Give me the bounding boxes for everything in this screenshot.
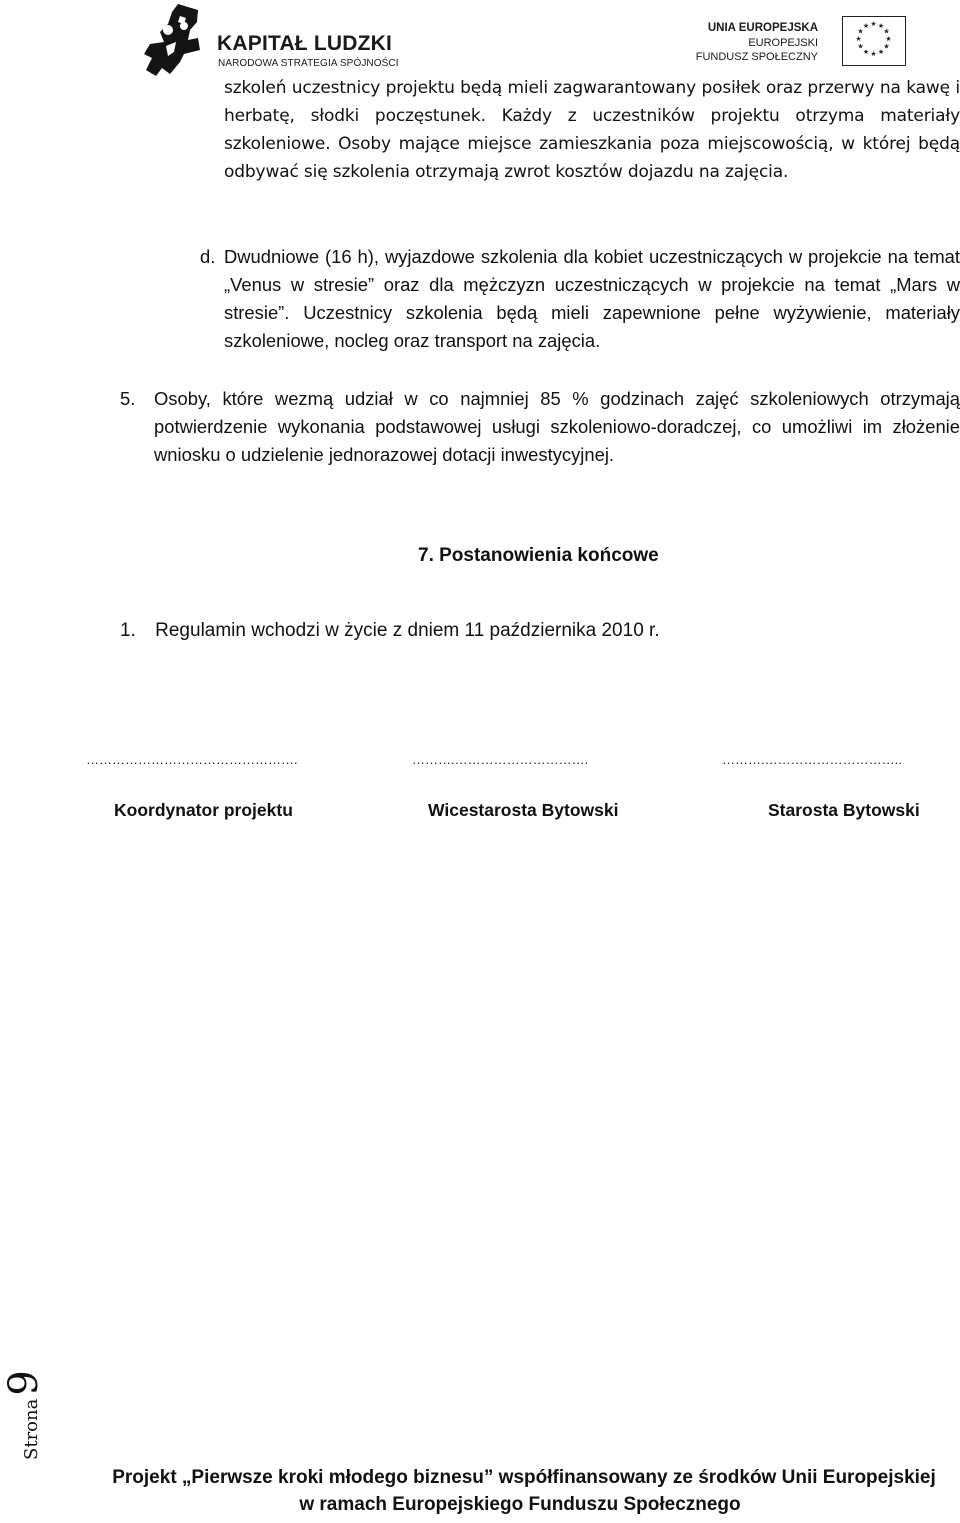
signature-line-coordinator: …………………………………………. bbox=[86, 752, 298, 767]
svg-text:★: ★ bbox=[883, 27, 890, 36]
eu-flag-icon bbox=[842, 16, 906, 66]
eu-logo bbox=[696, 16, 906, 68]
section-list-item-1 bbox=[120, 620, 660, 642]
signature-label-starost: Starosta Bytowski bbox=[768, 800, 920, 820]
svg-text:★: ★ bbox=[877, 22, 885, 30]
svg-text:★: ★ bbox=[862, 48, 870, 56]
eu-logo-line2: EUROPEJSKI bbox=[748, 37, 818, 49]
page-number: 9 bbox=[1, 1370, 47, 1396]
svg-text:★: ★ bbox=[857, 42, 864, 51]
logo-title: KAPITAŁ LUDZKI bbox=[217, 32, 393, 55]
svg-text:★: ★ bbox=[870, 20, 877, 28]
kapital-ludzki-logo bbox=[140, 2, 410, 80]
svg-text:★: ★ bbox=[855, 35, 862, 43]
list-item-d bbox=[200, 243, 960, 355]
footer-line-2: w ramach Europejskiego Funduszu Społecznego bbox=[299, 1494, 741, 1515]
eu-logo-line1: UNIA EUROPEJSKA bbox=[707, 22, 818, 34]
svg-text:★: ★ bbox=[862, 22, 870, 30]
signature-label-vice-starost: Wicestarosta Bytowski bbox=[428, 800, 619, 820]
svg-text:★: ★ bbox=[883, 42, 890, 51]
svg-text:★: ★ bbox=[885, 35, 892, 43]
section-list-marker-1: 1. bbox=[120, 620, 136, 641]
logo-subtitle: NARODOWA STRATEGIA SPÓJNOŚCI bbox=[218, 58, 399, 69]
svg-text:★: ★ bbox=[877, 48, 885, 56]
paragraph-continuation: szkoleń uczestnicy projektu będą mieli zagwarantowany posiłek oraz przerwy na kawę i herbatę, słodki poczęstunek. Każdy z uczestników projektu otrzyma materiały szkoleniowe. Osoby mające miejsce zamieszkania poza miejscowością, w której będą odbywać się szkolenia otrzymają zwrot kosztów dojazdu na zajęcia. bbox=[224, 78, 960, 182]
svg-text:★: ★ bbox=[857, 27, 864, 36]
list-item-5 bbox=[120, 385, 960, 469]
svg-text:★: ★ bbox=[870, 50, 877, 58]
list-item-5-text: Osoby, które wezmą udział w co najmniej 85 % godzinach zajęć szkoleniowych otrzymają potwierdzenie wykonania podstawowej usługi szkoleniowo-doradczej, co umożliwi im złożenie wniosku o udzielenie jednorazowej dotacji inwestycyjnej. bbox=[154, 388, 960, 465]
kapital-ludzki-figure-logo-icon bbox=[140, 2, 218, 80]
footer-line-1: Projekt „Pierwsze kroki młodego biznesu” współfinansowany ze środków Unii Europejskiej bbox=[112, 1467, 936, 1488]
section-list-item-1-text: Regulamin wchodzi w życie z dniem 11 października 2010 r. bbox=[155, 620, 660, 641]
signature-line-starost: ……….………………………….. bbox=[722, 752, 902, 767]
signature-line-vice-starost: ……….…………………………. bbox=[412, 752, 589, 767]
page-number-marker bbox=[1, 1360, 48, 1460]
page-label: Strona bbox=[21, 1398, 42, 1460]
list-item-d-text: Dwudniowe (16 h), wyjazdowe szkolenia dla kobiet uczestniczących w projekcie na temat „Venus w stresie” oraz dla mężczyzn uczestniczących w projekcie na temat „Mars w stresie”. Uczestnicy szkolenia będą mieli zapewnione pełne wyżywienie, materiały szkoleniowe, nocleg oraz transport na zajęcia. bbox=[224, 246, 960, 351]
eu-logo-line3: FUNDUSZ SPOŁECZNY bbox=[695, 51, 818, 63]
signature-label-coordinator: Koordynator projektu bbox=[114, 800, 293, 820]
section-heading: 7. Postanowienia końcowe bbox=[418, 545, 659, 566]
list-marker-d: d. bbox=[200, 246, 216, 267]
list-marker-5: 5. bbox=[120, 388, 136, 409]
